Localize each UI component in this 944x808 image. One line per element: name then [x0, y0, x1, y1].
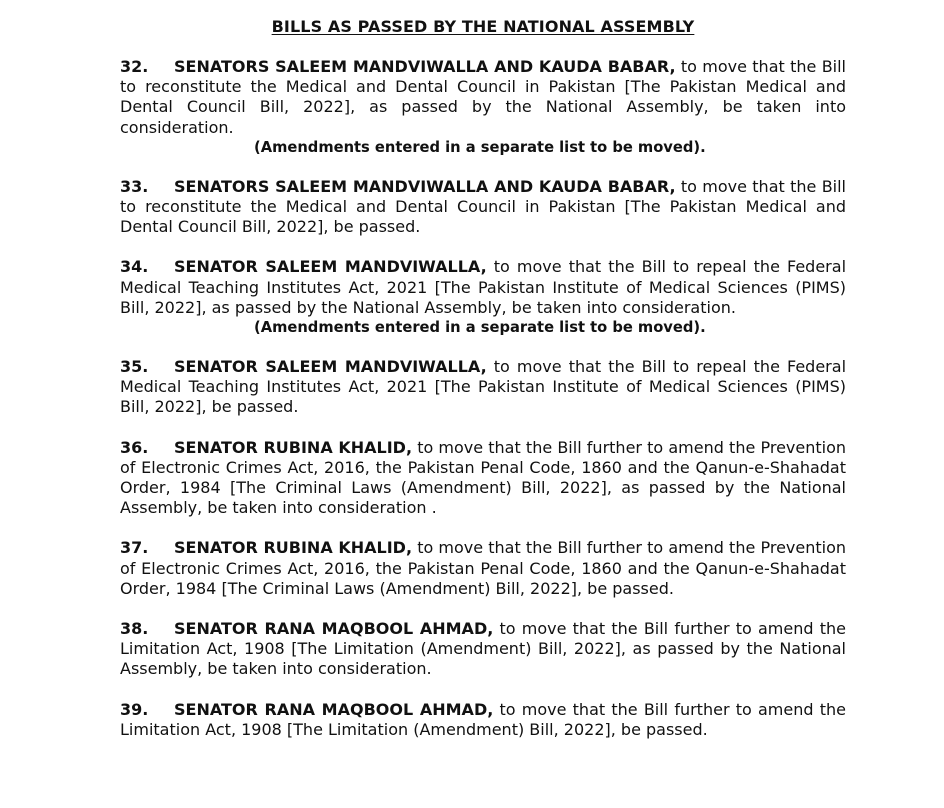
amendment-note: (Amendments entered in a separate list to be moved). [254, 319, 706, 337]
item-number: 39. [120, 699, 149, 719]
motion-text: to move that the Bill to repeal the Federal Medical Teaching Institutes Act, 2021 [The Pakistan Institute of Medical Sciences (PIMS) Bill, 2022], be passed. [120, 357, 847, 417]
item-number: 34. [120, 257, 149, 277]
bill-list [120, 57, 846, 760]
bill-paragraph [120, 57, 846, 138]
item-number: 36. [120, 437, 149, 457]
mover-name: SENATOR SALEEM MANDVIWALLA, [174, 357, 487, 377]
motion-text: to move that the Bill to repeal the Federal Medical Teaching Institutes Act, 2021 [The Pakistan Institute of Medical Sciences (PIMS) Bill, 2022], as passed by the National Assembly, be taken into consideration. [120, 257, 847, 317]
bill-paragraph [120, 619, 846, 680]
bill-paragraph [120, 438, 846, 519]
motion-text: to move that the Bill further to amend the Prevention of Electronic Crimes Act, 2016, the Pakistan Penal Code, 1860 and the Qanun-e-Shahadat Order, 1984 [The Criminal Laws (Amendment) Bill, 2022], be passed. [120, 538, 847, 598]
motion-text: to move that the Bill further to amend the Limitation Act, 1908 [The Limitation (Amendment) Bill, 2022], as passed by the National Assembly, be taken into consideration. [120, 619, 846, 679]
bill-paragraph [120, 257, 846, 318]
bill-item-36 [120, 438, 846, 519]
bill-item-32 [120, 57, 846, 157]
item-number: 37. [120, 538, 149, 558]
mover-name: SENATORS SALEEM MANDVIWALLA AND KAUDA BABAR, [174, 176, 676, 196]
bill-item-35 [120, 357, 846, 418]
mover-name: SENATORS SALEEM MANDVIWALLA AND KAUDA BABAR, [174, 57, 676, 76]
mover-name: SENATOR RANA MAQBOOL AHMAD, [174, 619, 494, 639]
item-number: 35. [120, 357, 149, 377]
mover-name: SENATOR RANA MAQBOOL AHMAD, [174, 699, 494, 719]
item-number: 38. [120, 619, 149, 639]
mover-name: SENATOR RUBINA KHALID, [174, 538, 413, 558]
motion-text: to move that the Bill to reconstitute the Medical and Dental Council in Pakistan [The Pakistan Medical and Dental Council Bill, 2022], as passed by the National Assembly, be taken into consideration. [120, 57, 846, 137]
amendment-note: (Amendments entered in a separate list to be moved). [254, 138, 706, 156]
mover-name: SENATOR RUBINA KHALID, [174, 437, 413, 457]
motion-text: to move that the Bill further to amend the Limitation Act, 1908 [The Limitation (Amendment) Bill, 2022], be passed. [120, 699, 846, 739]
bill-item-33 [120, 177, 846, 238]
bill-item-34 [120, 257, 846, 337]
bill-paragraph [120, 538, 846, 599]
motion-text: to move that the Bill further to amend the Prevention of Electronic Crimes Act, 2016, the Pakistan Penal Code, 1860 and the Qanun-e-Shahadat Order, 1984 [The Criminal Laws (Amendment) Bill, 2022], as passed by the National Assembly, be taken into consideration . [120, 437, 847, 518]
bill-item-37 [120, 538, 846, 599]
motion-text: to move that the Bill to reconstitute the Medical and Dental Council in Pakistan [The Pakistan Medical and Dental Council Bill, 2022], be passed. [120, 176, 846, 237]
item-number: 33. [120, 176, 149, 196]
bill-item-38 [120, 619, 846, 680]
mover-name: SENATOR SALEEM MANDVIWALLA, [174, 257, 487, 277]
item-number: 32. [120, 57, 149, 76]
bill-paragraph [120, 357, 846, 418]
page-heading: BILLS AS PASSED BY THE NATIONAL ASSEMBLY [271, 17, 695, 36]
bill-paragraph [120, 700, 846, 740]
bill-paragraph [120, 177, 846, 238]
bill-item-39 [120, 700, 846, 740]
